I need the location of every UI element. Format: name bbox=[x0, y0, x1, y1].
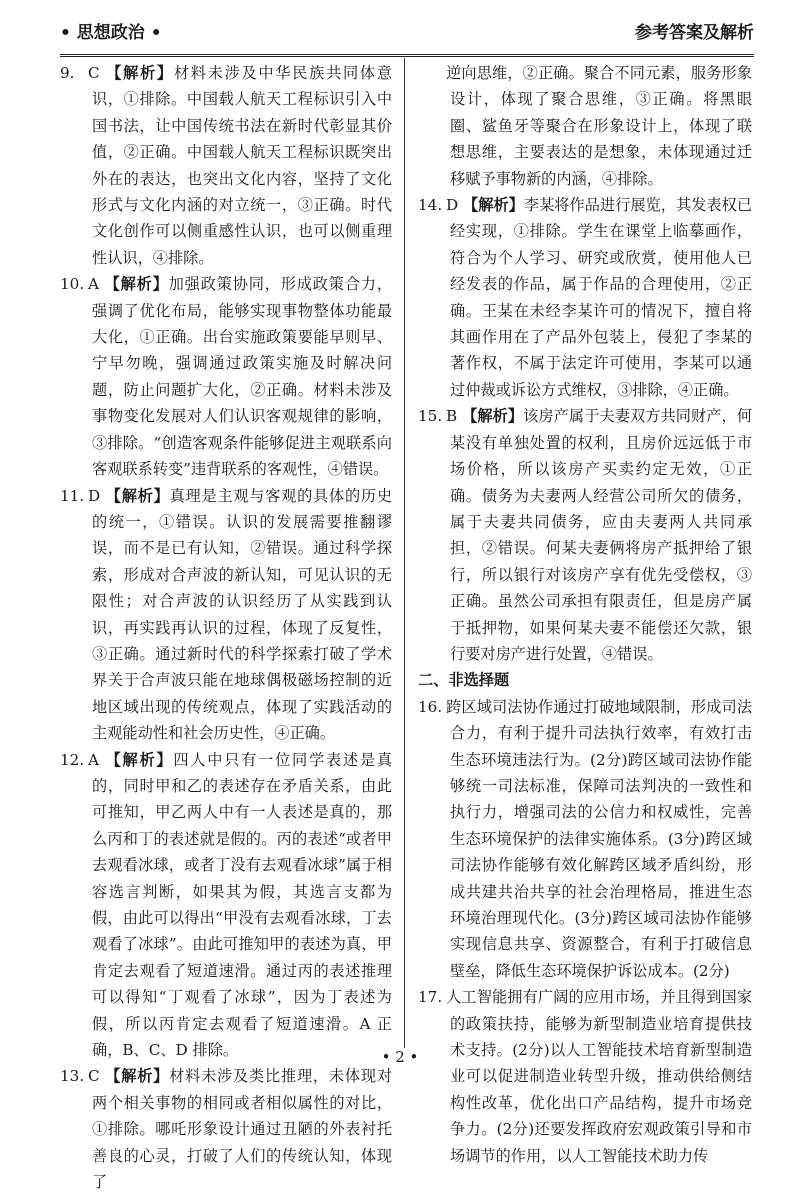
answer-choice: D bbox=[446, 196, 459, 215]
answer-item-15 bbox=[418, 403, 752, 667]
item-number: 10. bbox=[60, 275, 85, 294]
analysis-text: 材料未涉及类比推理，未体现对两个相关事物的相同或者相似属性的对比，①排除。哪吒形象设计通过丑陋的外表衬托善良的心灵，打破了人们的传统认知，体现了 bbox=[92, 1067, 393, 1192]
page-number: • 2 • bbox=[381, 1048, 419, 1066]
answer-item-9 bbox=[60, 60, 392, 271]
analysis-tag: 【解析】 bbox=[105, 486, 170, 505]
item-number: 17. bbox=[418, 988, 443, 1007]
answer-choice: C bbox=[88, 64, 100, 82]
analysis-text: 该房产属于夫妻双方共同财产，何某没有单独处置的权利，且房价远远低于市场价格，所以该房产买卖约定无效，①正确。债务为夫妻两人经营公司所欠的债务，属于夫妻共同债务，应由夫妻两人共同承担，②错误。何某夫妻俩将房产抵押给了银行，所以银行对该房产享有优先受偿权，③正确。虽然公司承担有限责任，但是房产属于抵押物，如果何某夫妻不能偿还欠款，银行要对房产进行处置，④错误。 bbox=[450, 407, 753, 663]
item-number: 14. bbox=[418, 196, 443, 215]
analysis-tag: 【解析】 bbox=[462, 407, 524, 426]
answer-key-label: 参考答案及解析 bbox=[635, 23, 754, 43]
analysis-tag: 【解析】 bbox=[105, 750, 174, 769]
answer-choice: D bbox=[88, 486, 101, 505]
analysis-text: 四人中只有一位同学表述是真的，同时甲和乙的表述存在矛盾关系，由此可推知，甲乙两人中有一人表述是真的，那么丙和丁的表述就是假的。丙的表述“或者甲去观看冰球，或者丁没有去观看冰球”属于相容选言判断，如果其为假，其选言支都为假，由此可以得出“甲没有去观看冰球，丁去观看了冰球”。由此可推知甲的表述为真，甲肯定去观看了短道速滑。通过丙的表述推理可以得知“丁观看了冰球”，因为丁表述为假，所以丙肯定去观看了短道速滑。A 正确，B、C、D 排除。 bbox=[92, 750, 392, 1060]
item-number: 12. bbox=[60, 750, 85, 769]
analysis-tag: 【解析】 bbox=[463, 196, 524, 215]
answer-choice: C bbox=[88, 1067, 100, 1086]
answer-choice: A bbox=[88, 750, 99, 769]
analysis-tag: 【解析】 bbox=[106, 64, 174, 82]
essay-item-17 bbox=[418, 984, 752, 1169]
analysis-tag: 【解析】 bbox=[104, 275, 169, 294]
answer-item-13-continued bbox=[418, 60, 752, 192]
answer-item-14 bbox=[418, 192, 752, 403]
essay-answer-text: 跨区域司法协作通过打破地域限制，形成司法合力，有利于提升司法执行效率，有效打击生态环境违法行为。(2分)跨区域司法协作能够统一司法标准，保障司法判决的一致性和执行力，增强司法的公信力和权威性，完善生态环境保护的法律实施体系。(3分)跨区域司法协作能够有效化解跨区域矛盾纠纷，形成共建共治共享的社会治理格局，推进生态环境治理现代化。(3分)跨区域司法协作能够实现信息共享、资源整合，有利于打破信息壁垒，降低生态环境保护诉讼成本。(2分) bbox=[446, 697, 752, 980]
analysis-text: 真理是主观与客观的具体的历史的统一，①错误。认识的发展需要推翻谬误，而不是已有认知，②错误。通过科学探索，形成对合声波的新认知，可见认识的无限性；对合声波的认识经历了从实践到认识，再实践再认识的过程，体现了反复性，③正确。通过新时代的科学探索打破了学术界关于合声波只能在地球偶极磁场控制的近地区域出现的传统观点，体现了实践活动的主观能动性和社会历史性，④正确。 bbox=[92, 486, 393, 743]
subject-label: • 思想政治 • bbox=[60, 23, 162, 43]
essay-item-16 bbox=[418, 694, 752, 984]
analysis-text: 材料未涉及中华民族共同体意识，①排除。中国载人航天工程标识引入中国书法，让中国传统书法在新时代彰显其价值，②正确。中国载人航天工程标识既突出外在的表达，也突出文化内容，坚持了文化形式与文化内涵的对立统一，③正确。时代文化创作可以侧重感性认识，也可以侧重理性认识，④排除。 bbox=[92, 64, 393, 267]
analysis-text: 李某将作品进行展览，其发表权已经实现，①排除。学生在课堂上临摹画作，符合为个人学习、研究或欣赏，使用他人已经发表的作品，属于作品的合理使用，②正确。王某在未经李某许可的情况下，擅自将其画作用在了产品外包装上，侵犯了李某的著作权，不属于法定许可使用，李某可以通过仲裁或诉讼方式维权，③排除，④正确。 bbox=[450, 196, 753, 399]
item-number: 13. bbox=[60, 1067, 85, 1086]
analysis-text: 加强政策协同，形成政策合力，强调了优化布局，能够实现事物整体功能最大化，①正确。出台实施政策要能早则早、宁早勿晚，强调通过政策实施及时解决问题，防止问题扩大化，②正确。材料未涉及事物变化发展对人们认识客观规律的影响，③排除。“创造客观条件能够促进主观联系向客观联系转变”违背联系的客观性，④错误。 bbox=[92, 275, 393, 479]
answer-item-10 bbox=[60, 271, 392, 482]
analysis-tag: 【解析】 bbox=[105, 1067, 170, 1086]
answer-choice: B bbox=[446, 407, 458, 426]
item-number: 11. bbox=[60, 486, 85, 505]
item-number: 16. bbox=[418, 697, 443, 716]
answer-choice: A bbox=[88, 275, 99, 294]
column-divider bbox=[404, 58, 405, 1048]
page-header bbox=[60, 14, 754, 57]
item-number: 15. bbox=[418, 407, 443, 426]
answer-item-11 bbox=[60, 483, 392, 747]
answer-item-12 bbox=[60, 747, 392, 1064]
right-column bbox=[418, 60, 753, 1165]
answer-item-13 bbox=[60, 1063, 392, 1195]
left-column bbox=[60, 60, 393, 1192]
analysis-text: 逆向思维，②正确。聚合不同元素，服务形象设计，体现了聚合思维，③正确。将黑眼圈、鲨鱼牙等聚合在形象设计上，体现了联想思维，主要表达的是想象，未体现通过迁移赋予事物新的内涵，④排除。 bbox=[446, 64, 752, 188]
item-number: 9. bbox=[60, 64, 75, 82]
section-title: 二、非选择题 bbox=[418, 671, 510, 690]
essay-answer-text: 人工智能拥有广阔的应用市场，并且得到国家的政策扶持，能够为新型制造业培育提供技术支持。(2分)以人工智能技术培育新型制造业可以促进制造业转型升级，推动供给侧结构性改革，优化出口产品结构，提升市场竞争力。(2分)还要发挥政府宏观政策引导和市场调节的作用，以人工智能技术助力传 bbox=[446, 988, 752, 1165]
